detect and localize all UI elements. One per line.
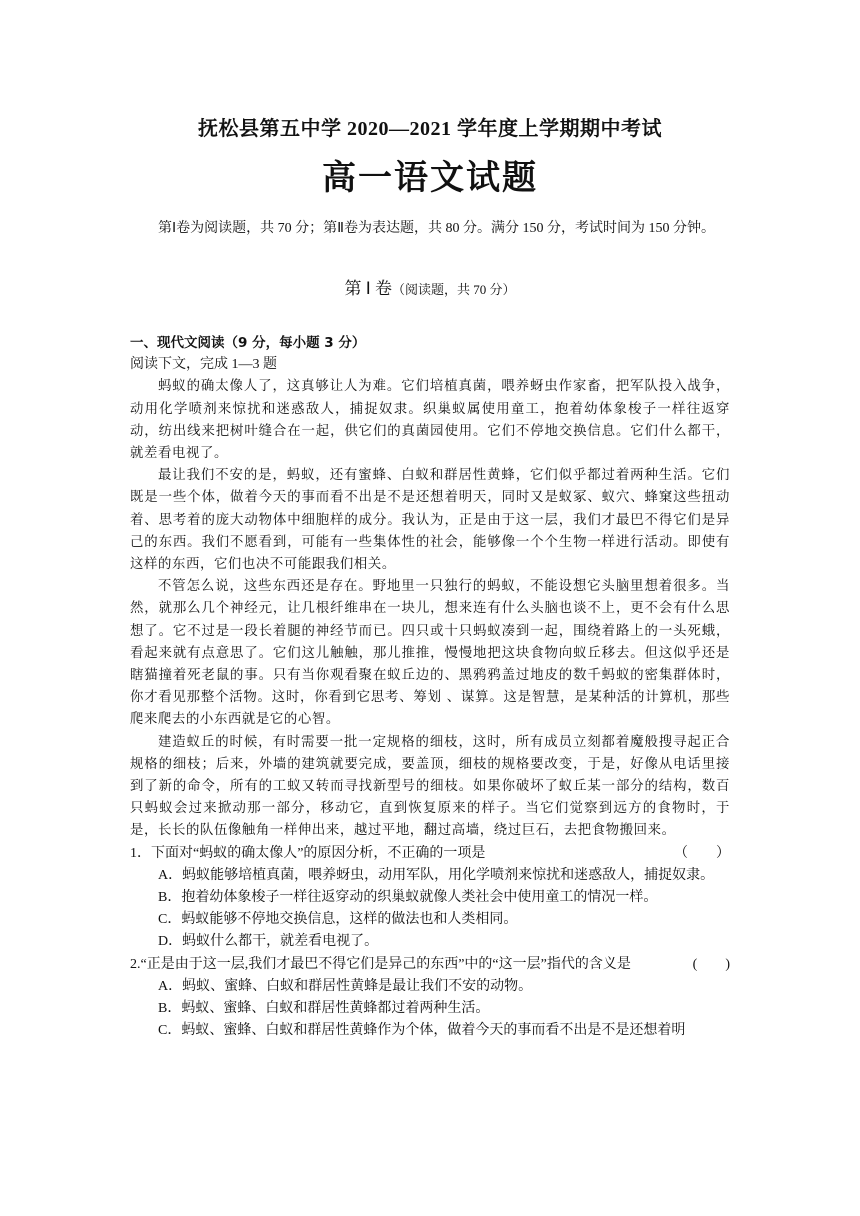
question-2 (130, 954, 730, 976)
option-a: A．蚂蚁能够培植真菌，喂养蚜虫，动用军队，用化学喷剂来惊扰和迷惑敌人，捕捉奴隶。 (158, 867, 715, 883)
option-d: D．蚂蚁什么都干，就差看电视了。 (158, 934, 379, 950)
option-a: A．蚂蚁、蜜蜂、白蚁和群居性黄蜂是最让我们不安的动物。 (158, 978, 533, 994)
reading-paragraph: 建造蚁丘的时候，有时需要一批一定规格的细枝，这时，所有成员立刻都着魔般搜寻起正合规格的细枝；后来，外墙的建筑就要完成，要盖顶，细枝的规格要改变，于是，好像从电话里接到了新的命令，所有的工蚁又转而寻找新型号的细枝。如果你破坏了蚁丘某一部分的结构，数百只蚂蚁会过来掀动那一部分，移动它，直到恢复原来的样子。当它们觉察到远方的食物时，于是，长长的队伍像触角一样伸出来，越过平地，翻过高墙，绕过巨石，去把食物搬回来。 (130, 734, 730, 839)
question-stem: 1．下面对“蚂蚁的确太像人”的原因分析，不正确的一项是 (130, 845, 486, 861)
option-c: C．蚂蚁能够不停地交换信息，这样的做法也和人类相同。 (158, 912, 518, 928)
exam-main-title: 高一语文试题 (322, 158, 538, 198)
question-stem: 2.“正是由于这一层,我们才最巴不得它们是异己的东西”中的“这一层”指代的含义是 (130, 956, 631, 972)
reading-paragraph: 最让我们不安的是，蚂蚁，还有蜜蜂、白蚁和群居性黄蜂，它们似乎都过着两种生活。它们既是一些个体，做着今天的事而看不出是不是还想着明天，同时又是蚁冢、蚁穴、蜂窠这些扭动着、思考着的庞大动物体中细胞样的成分。我认为，正是由于这一层，我们才最巴不得它们是异己的东西。我们不愿看到，可能有一些集体性的社会，能够像一个个生物一样进行活动。即使有这样的东西，它们也决不可能跟我们相关。 (130, 468, 730, 573)
school-exam-title: 抚松县第五中学 2020—2021 学年度上学期期中考试 (198, 118, 662, 140)
exam-intro: 第Ⅰ卷为阅读题，共 70 分；第Ⅱ卷为表达题，共 80 分。满分 150 分，考试时间为 150 分钟。 (158, 221, 716, 236)
option-b: B．蚂蚁、蜜蜂、白蚁和群居性黄蜂都过着两种生活。 (158, 1001, 490, 1017)
part-one-subtitle: （阅读题，共 70 分） (392, 282, 516, 297)
reading-paragraph: 不管怎么说，这些东西还是存在。野地里一只独行的蚂蚁，不能设想它头脑里想着很多。当然，就那么几个神经元，让几根纤维串在一块儿，想来连有什么头脑也谈不上，更不会有什么思想了。它不过是一段长着腿的神经节而已。四只或十只蚂蚁凑到一起，围绕着路上的一头死蛾，看起来就有点意思了。它们这儿触触，那儿推推，慢慢地把这块食物向蚁丘移去。但这似乎还是瞎猫撞着死老鼠的事。只有当你观看聚在蚁丘边的、黑鸦鸦盖过地皮的数千蚂蚁的密集群体时，你才看见那整个活物。这时，你看到它思考、筹划 、谋算。这是智慧，是某种活的计算机，那些爬来爬去的小东西就是它的心智。 (130, 579, 730, 728)
option-b: B．抱着幼体象梭子一样往返穿动的织巢蚁就像人类社会中使用童工的情况一样。 (158, 890, 658, 906)
part-one-heading (0, 274, 860, 299)
part-one-title: 第 Ⅰ 卷 (344, 279, 392, 298)
section-instruction: 阅读下文，完成 1—3 题 (130, 357, 277, 373)
section-title: 一、现代文阅读（9 分，每小题 3 分） (130, 335, 366, 351)
exam-content (130, 332, 730, 1043)
option-c: C．蚂蚁、蜜蜂、白蚁和群居性黄蜂作为个体，做着今天的事而看不出是不是还想着明 (158, 1023, 686, 1039)
question-1 (130, 843, 730, 865)
answer-blank: ( ) (692, 956, 730, 972)
reading-paragraph: 蚂蚁的确太像人了，这真够让人为难。它们培植真菌，喂养蚜虫作家畜，把军队投入战争，动用化学喷剂来惊扰和迷惑敌人，捕捉奴隶。织巢蚁属使用童工，抱着幼体象梭子一样往返穿动，纺出线来把树叶缝合在一起，供它们的真菌园使用。它们不停地交换信息。它们什么都干，就差看电视了。 (130, 379, 730, 462)
answer-blank: （ ） (674, 845, 730, 861)
